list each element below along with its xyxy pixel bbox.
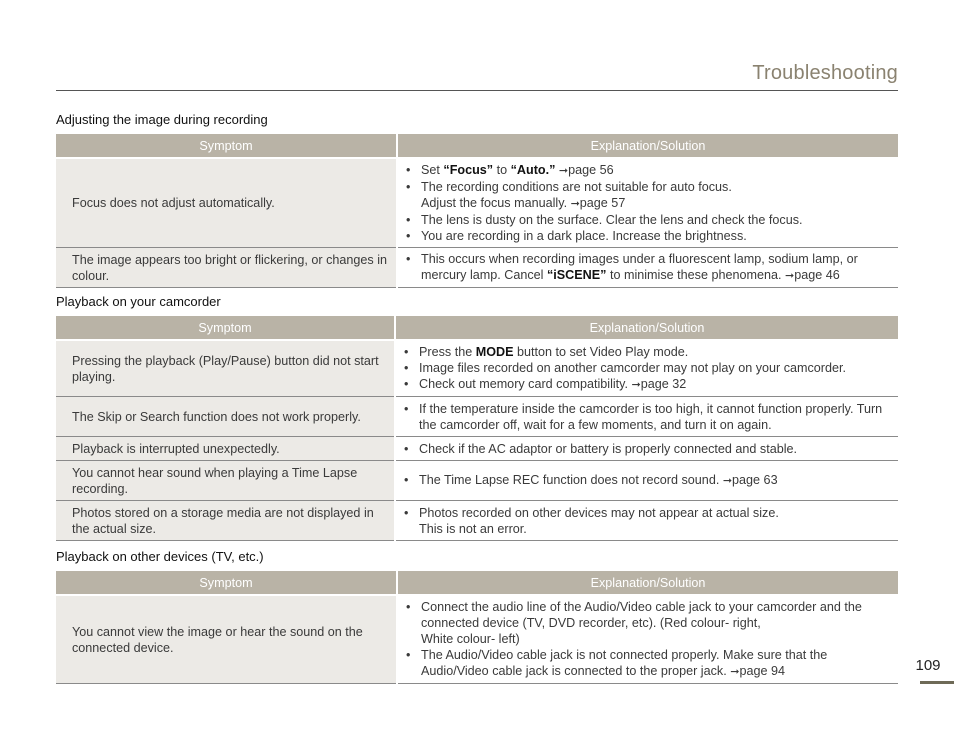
table-row	[56, 501, 898, 541]
symptom-cell: The image appears too bright or flickering, or changes in colour.	[56, 248, 397, 288]
solution-text: page 46	[794, 268, 840, 282]
header-solution: Explanation/Solution	[397, 134, 898, 158]
solution-text: to	[493, 163, 511, 177]
header-symptom: Symptom	[56, 571, 397, 595]
page-ref-arrow-icon: ➞	[784, 270, 795, 282]
solution-text: White colour- left)	[421, 632, 520, 646]
section-heading-other-devices: Playback on other devices (TV, etc.)	[56, 549, 264, 564]
solution-item	[404, 212, 890, 228]
solution-text: button to set Video Play mode.	[513, 345, 689, 359]
table-row	[56, 437, 898, 461]
solution-item	[404, 599, 890, 647]
solution-text: Image files recorded on another camcorder may not play on your camcorder.	[419, 361, 847, 375]
table-header-row	[56, 571, 898, 595]
table-header-row	[56, 316, 898, 340]
solution-item	[404, 228, 890, 244]
solution-text: The lens is dusty on the surface. Clear the lens and check the focus.	[421, 213, 803, 227]
emphasis-text: “iSCENE”	[546, 268, 607, 282]
page-ref-arrow-icon: ➞	[558, 165, 569, 177]
symptom-cell: Focus does not adjust automatically.	[56, 158, 397, 248]
table-row	[56, 248, 898, 288]
page-tab-marker	[920, 681, 954, 684]
page-ref-arrow-icon: ➞	[631, 379, 641, 391]
solution-text: This is not an error.	[419, 521, 527, 536]
solution-text: Check out memory card compatibility.	[419, 377, 632, 391]
solution-text: page 56	[568, 163, 614, 177]
solution-text: If the temperature inside the camcorder is too high, it cannot function properly. Turn the camcorder off, wait for a few moments, and turn it on again.	[419, 401, 883, 432]
symptom-cell: You cannot view the image or hear the sound on the connected device.	[56, 595, 397, 684]
page-title: Troubleshooting	[752, 62, 898, 84]
emphasis-text: MODE	[475, 345, 514, 359]
solution-cell	[395, 397, 898, 437]
solution-text: The Audio/Video cable jack is not connected properly. Make sure that the Audio/Video cable jack is connected to the proper jack.	[421, 648, 828, 678]
header-solution: Explanation/Solution	[397, 571, 898, 595]
solution-cell	[395, 340, 898, 397]
table-recording	[56, 134, 898, 288]
solution-text: The Time Lapse REC function does not record sound.	[419, 473, 723, 487]
solution-item	[402, 401, 890, 433]
title-divider	[56, 90, 898, 91]
solution-text: The recording conditions are not suitable for auto focus.	[421, 180, 732, 194]
solution-text: page 94	[739, 664, 785, 678]
emphasis-text: “Auto.”	[510, 163, 556, 177]
symptom-cell: The Skip or Search function does not work properly.	[56, 397, 395, 437]
solution-cell	[397, 158, 898, 248]
emphasis-text: “Focus”	[443, 163, 494, 177]
table-row	[56, 158, 898, 248]
page-number: 109	[915, 657, 941, 674]
section-heading-playback: Playback on your camcorder	[56, 294, 221, 309]
solution-text: Connect the audio line of the Audio/Video cable jack to your camcorder and the connected device (TV, DVD recorder, etc). (Red colour- right,	[421, 600, 862, 630]
solution-item	[402, 360, 890, 376]
solution-cell	[397, 595, 898, 684]
symptom-cell: Photos stored on a storage media are not displayed in the actual size.	[56, 501, 395, 541]
table-playback	[56, 316, 898, 541]
solution-item	[404, 179, 890, 212]
solution-cell	[395, 437, 898, 461]
header-symptom: Symptom	[56, 316, 395, 340]
header-symptom: Symptom	[56, 134, 397, 158]
table-row	[56, 595, 898, 684]
solution-item	[402, 344, 890, 360]
page-ref-arrow-icon: ➞	[730, 666, 740, 678]
table-header-row	[56, 134, 898, 158]
table-row	[56, 340, 898, 397]
section-heading-recording: Adjusting the image during recording	[56, 112, 268, 127]
solution-item	[402, 376, 890, 393]
solution-item	[402, 441, 890, 457]
solution-item	[402, 472, 890, 489]
solution-text: Set	[421, 163, 444, 177]
symptom-cell: Playback is interrupted unexpectedly.	[56, 437, 395, 461]
solution-text: to minimise these phenomena.	[606, 268, 785, 282]
solution-cell	[395, 501, 898, 541]
solution-text: Check if the AC adaptor or battery is properly connected and stable.	[419, 441, 798, 456]
solution-item	[404, 251, 890, 284]
symptom-cell: Pressing the playback (Play/Pause) button did not start playing.	[56, 340, 395, 397]
solution-text: Photos recorded on other devices may not appear at actual size.	[419, 505, 779, 520]
solution-text: page 57	[579, 196, 626, 210]
page-ref-arrow-icon: ➞	[722, 475, 733, 487]
solution-cell	[397, 248, 898, 288]
solution-item	[404, 162, 890, 179]
solution-cell	[395, 461, 898, 501]
page-ref-arrow-icon: ➞	[570, 198, 580, 210]
solution-text: page 63	[732, 473, 778, 487]
solution-item	[404, 647, 890, 680]
solution-text: This occurs when recording images under a fluorescent lamp, sodium lamp, or mercury lamp. Cancel	[421, 252, 858, 282]
table-other-devices	[56, 571, 898, 684]
header-solution: Explanation/Solution	[395, 316, 898, 340]
solution-text: Adjust the focus manually.	[421, 196, 571, 210]
solution-item	[402, 505, 890, 537]
solution-text: Press the	[419, 345, 476, 359]
solution-text: page 32	[640, 377, 687, 391]
table-row	[56, 461, 898, 501]
table-row	[56, 397, 898, 437]
symptom-cell: You cannot hear sound when playing a Time Lapse recording.	[56, 461, 395, 501]
solution-text: You are recording in a dark place. Increase the brightness.	[421, 229, 747, 243]
